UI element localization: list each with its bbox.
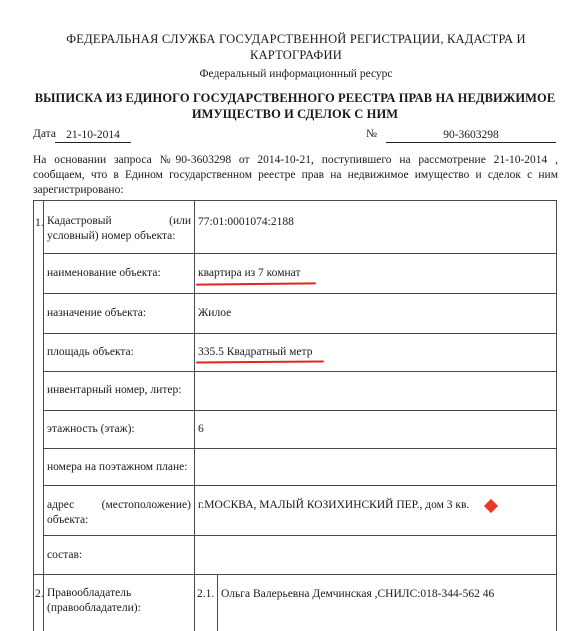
- floor-label: этажность (этаж):: [47, 423, 135, 435]
- object-area-value: 335.5 Квадратный метр: [198, 346, 313, 358]
- cadastral-label-word: Кадастровый: [47, 215, 112, 227]
- resource-name: Федеральный информационный ресурс: [199, 68, 393, 80]
- cadastral-label-word: (или: [169, 215, 191, 227]
- row-divider: [43, 253, 556, 254]
- cadastral-number-label-line2: условный) номер объекта:: [47, 230, 176, 242]
- composition-label: состав:: [47, 549, 83, 561]
- row-divider: [43, 293, 556, 294]
- column-divider: [217, 574, 218, 631]
- inventory-number-label: инвентарный номер, литер:: [47, 384, 182, 396]
- owner-label: Правообладатель (правообладатели):: [47, 587, 141, 614]
- agency-name: ФЕДЕРАЛЬНАЯ СЛУЖБА ГОСУДАРСТВЕННОЙ РЕГИСТРАЦИИ, КАДАСТРА И КАРТОГРАФИИ: [66, 32, 526, 62]
- cadastral-number-label: [47, 214, 191, 229]
- number-label: №: [366, 128, 377, 140]
- row-number: 2.: [35, 588, 44, 600]
- floorplan-numbers-label: номера на поэтажном плане:: [47, 461, 188, 473]
- table-border-top: [33, 200, 556, 201]
- row-divider: [43, 333, 556, 334]
- address-label: [47, 498, 191, 513]
- row-divider: [43, 448, 556, 449]
- date-label: Дата: [33, 128, 56, 140]
- column-divider: [194, 200, 195, 631]
- object-purpose-label: назначение объекта:: [47, 307, 147, 319]
- date-value: 21-10-2014: [55, 128, 131, 143]
- object-name-value: квартира из 7 комнат: [198, 267, 301, 279]
- row-divider: [43, 410, 556, 411]
- row-divider: [43, 485, 556, 486]
- address-label-word: (местоположение): [101, 499, 191, 511]
- address-label-line2: объекта:: [47, 514, 89, 526]
- document-title: ВЫПИСКА ИЗ ЕДИНОГО ГОСУДАРСТВЕННОГО РЕЕСТРА ПРАВ НА НЕДВИЖИМОЕ ИМУЩЕСТВО И СДЕЛОК С НИМ: [34, 91, 556, 121]
- object-purpose-value: Жилое: [198, 307, 232, 319]
- cadastral-number-value: 77:01:0001074:2188: [198, 216, 294, 228]
- object-area-label: площадь объекта:: [47, 346, 134, 358]
- row-number: 1.: [35, 217, 44, 229]
- intro-paragraph: На основании запроса №90-3603298 от 2014-10-21, поступившего на рассмотрение 21-10-2014 , сообщаем, что в Едином государственном реестре прав на недвижимое имущество и сделок с ним зарегистрировано:: [33, 154, 558, 196]
- table-border-right: [556, 200, 557, 631]
- red-underline-annotation: [196, 282, 316, 285]
- table-border-left: [33, 200, 34, 631]
- row-divider: [43, 535, 556, 536]
- row-divider: [43, 371, 556, 372]
- object-name-label: наименование объекта:: [47, 267, 161, 279]
- row-divider: [33, 574, 556, 575]
- red-marker-annotation: [484, 499, 498, 513]
- floor-value: 6: [198, 423, 204, 435]
- address-value: г.МОСКВА, МАЛЫЙ КОЗИХИНСКИЙ ПЕР., дом 3 кв.: [198, 499, 470, 511]
- owner-value: Ольга Валерьевна Демчинская ,СНИЛС:018-344-562 46: [221, 588, 495, 600]
- number-value: 90-3603298: [386, 128, 556, 143]
- column-divider: [43, 200, 44, 631]
- address-label-word: адрес: [47, 499, 75, 511]
- owner-index: 2.1.: [197, 588, 215, 600]
- red-underline-annotation: [196, 360, 324, 363]
